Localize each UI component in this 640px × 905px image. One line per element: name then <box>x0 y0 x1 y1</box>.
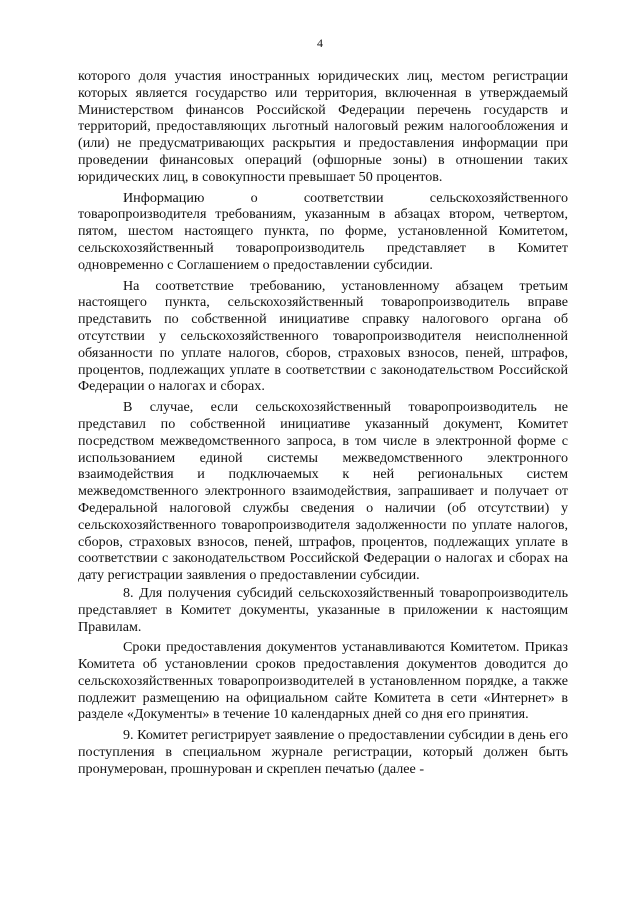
paragraph-submission-deadlines: Сроки предоставления документов устанавливаются Комитетом. Приказ Комитета об установлении сроков предоставления документов доводится до сельскохозяйственных товаропроизводителей в установленном порядке, а также подлежит размещению на официальном сайте Комитета в сети «Интернет» в разделе «Документы» в течение 10 календарных дней со дня его принятия. <box>78 639 568 723</box>
paragraph-item-8: 8. Для получения субсидий сельскохозяйственный товаропроизводитель представляет в Комитет документы, указанные в приложении к настоящим Правилам. <box>78 584 568 635</box>
page-number: 4 <box>317 36 323 50</box>
paragraph-offshore-continuation: которого доля участия иностранных юридических лиц, местом регистрации которых является государство или территория, включенная в утверждаемый Министерством финансов Российской Федерации перечень государств и территорий, предоставляющих льготный налоговый режим налогообложения и (или) не предусматривающих раскрытия и предоставления информации при проведении финансовых операций (офшорные зоны) в отношении таких юридических лиц, в совокупности превышает 50 процентов. <box>78 68 568 185</box>
paragraph-item-9: 9. Комитет регистрирует заявление о предоставлении субсидии в день его поступления в специальном журнале регистрации, который должен быть пронумерован, прошнурован и скреплен печатью (далее - <box>78 727 568 777</box>
paragraph-tax-certificate: На соответствие требованию, установленному абзацем третьим настоящего пункта, сельскохозяйственный товаропроизводитель вправе представить по собственной инициативе справку налогового органа об отсутствии у сельскохозяйственного товаропроизводителя неисполненной обязанности по уплате налогов, сборов, страховых взносов, пеней, штрафов, процентов, подлежащих уплате в соответствии с законодательством Российской Федерации о налогах и сборах. <box>78 277 568 395</box>
document-body <box>78 68 568 782</box>
paragraph-interagency-request: В случае, если сельскохозяйственный товаропроизводитель не представил по собственной инициативе указанный документ, Комитет посредством межведомственного запроса, в том числе в электронной форме с использованием единой системы межведомственного электронного взаимодействия и подключаемых к ней региональных систем межведомственного электронного взаимодействия, запрашивает и получает от Федеральной налоговой службы сведения о наличии (об отсутствии) у сельскохозяйственного товаропроизводителя задолженности по уплате налогов, сборов, страховых взносов, пеней, штрафов, процентов, подлежащих уплате в соответствии с законодательством Российской Федерации о налогах и сборах на дату регистрации заявления о предоставлении субсидии. <box>78 399 568 584</box>
paragraph-compliance-information: Информацию о соответствии сельскохозяйственного товаропроизводителя требованиям, указанным в абзацах втором, четвертом, пятом, шестом настоящего пункта, по форме, установленной Комитетом, сельскохозяйственный товаропроизводитель представляет в Комитет одновременно с Соглашением о предоставлении субсидии. <box>78 189 568 273</box>
